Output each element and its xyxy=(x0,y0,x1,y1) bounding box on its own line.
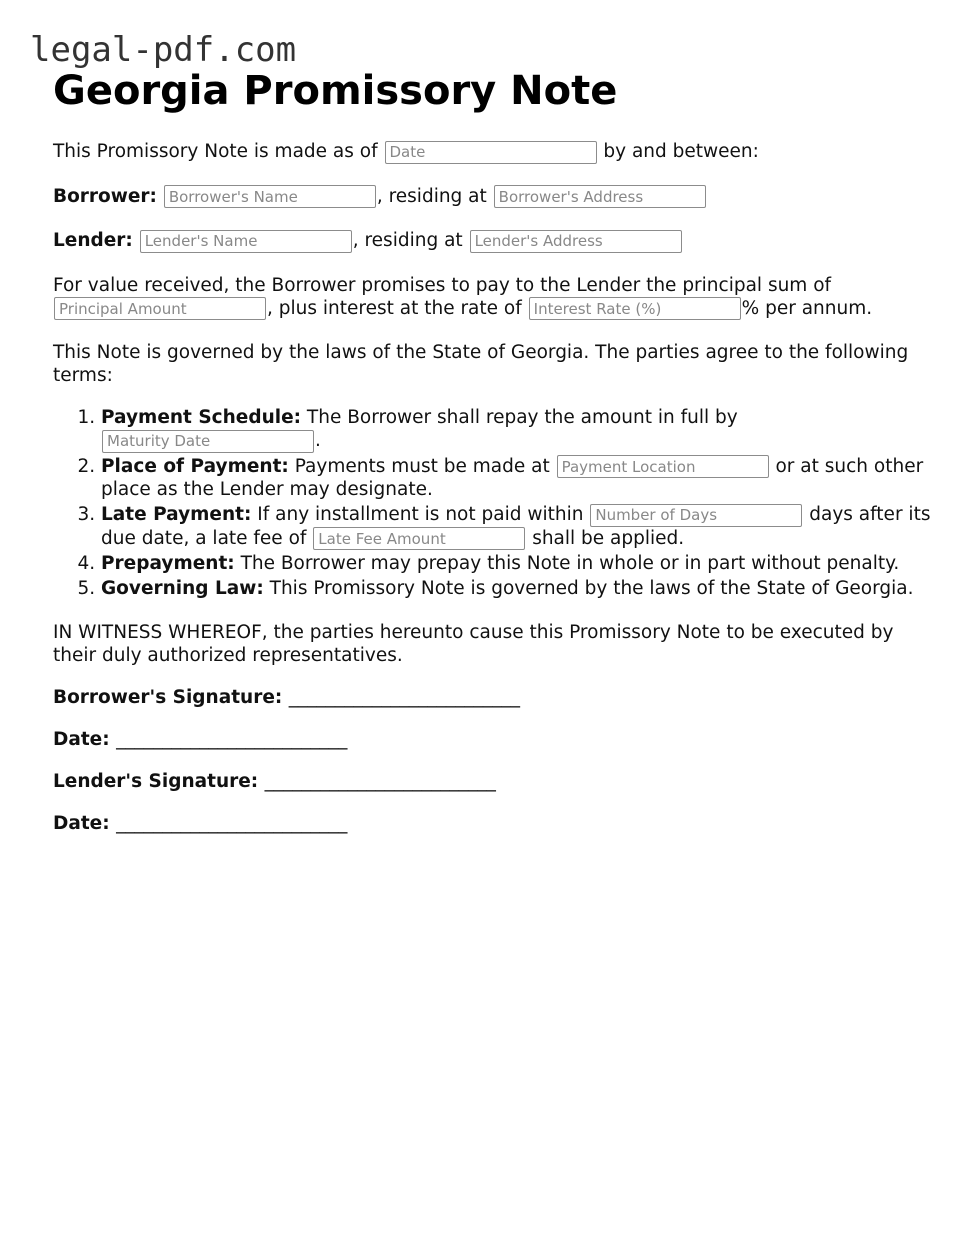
borrower-name-input[interactable] xyxy=(164,185,376,208)
borrower-date-line xyxy=(53,728,933,751)
intro-text-after: by and between: xyxy=(603,141,759,162)
lender-name-input[interactable] xyxy=(140,230,352,253)
page-title: Georgia Promissory Note xyxy=(53,68,618,114)
term-payment-schedule xyxy=(101,406,933,453)
principal-amount-input[interactable] xyxy=(54,297,266,320)
term-text-end: shall be applied. xyxy=(532,527,685,549)
term-text: The Borrower may prepay this Note in whole or in part without penalty. xyxy=(240,553,900,574)
interest-rate-input[interactable] xyxy=(529,297,741,320)
term-text: If any installment is not paid within xyxy=(257,504,584,525)
signature-blank: _________________________ xyxy=(264,771,496,792)
term-text-end: . xyxy=(315,430,321,451)
term-place-of-payment xyxy=(101,455,933,502)
term-governing-law xyxy=(101,577,933,600)
lender-date-line xyxy=(53,812,933,835)
signature-blank: _________________________ xyxy=(116,729,348,750)
term-title: Prepayment: xyxy=(101,553,235,574)
term-late-payment xyxy=(101,503,933,550)
payment-location-input[interactable] xyxy=(557,455,769,478)
late-fee-amount-input[interactable] xyxy=(313,527,525,550)
term-prepayment xyxy=(101,552,933,575)
terms-list xyxy=(53,406,933,600)
maturity-date-input[interactable] xyxy=(102,430,314,453)
borrower-signature-label: Borrower's Signature: xyxy=(53,687,283,708)
lender-signature-label: Lender's Signature: xyxy=(53,771,259,792)
term-text: This Promissory Note is governed by the laws of the State of Georgia. xyxy=(269,578,914,599)
intro-paragraph xyxy=(53,140,933,164)
term-text-end: or at such other place as the Lender may designate. xyxy=(101,455,924,500)
term-title: Governing Law: xyxy=(101,578,264,599)
term-title: Payment Schedule: xyxy=(101,407,302,428)
borrower-label: Borrower: xyxy=(53,185,157,207)
signature-blank: _________________________ xyxy=(288,687,520,708)
lender-paragraph xyxy=(53,229,933,253)
value-paragraph xyxy=(53,274,933,321)
borrower-signature-line xyxy=(53,686,933,709)
term-title: Place of Payment: xyxy=(101,455,289,477)
lender-signature-line xyxy=(53,770,933,793)
term-text-mid: days after its due date, a late fee of xyxy=(101,504,931,549)
lender-label: Lender: xyxy=(53,230,133,251)
date-label: Date: xyxy=(53,813,110,834)
number-of-days-input[interactable] xyxy=(590,504,802,527)
value-text-1: For value received, the Borrower promises to pay to the Lender the principal sum of xyxy=(53,274,832,296)
borrower-residing-text: , residing at xyxy=(376,185,487,207)
watermark-logo: legal-pdf.com xyxy=(30,30,297,70)
witness-paragraph: IN WITNESS WHEREOF, the parties hereunto cause this Promissory Note to be executed by their duly authorized representatives. xyxy=(53,622,894,666)
term-title: Late Payment: xyxy=(101,504,252,525)
term-text: Payments must be made at xyxy=(294,455,550,477)
borrower-paragraph xyxy=(53,185,933,209)
lender-address-input[interactable] xyxy=(470,230,682,253)
document-body xyxy=(53,66,933,835)
date-input[interactable] xyxy=(385,141,597,164)
intro-text-before: This Promissory Note is made as of xyxy=(53,141,378,162)
term-text: The Borrower shall repay the amount in full by xyxy=(306,407,738,428)
date-label: Date: xyxy=(53,729,110,750)
governed-paragraph: This Note is governed by the laws of the State of Georgia. The parties agree to the following terms: xyxy=(53,342,909,386)
lender-residing-text: , residing at xyxy=(352,230,463,251)
value-text-3: % per annum. xyxy=(741,297,873,319)
value-text-2: , plus interest at the rate of xyxy=(267,297,522,319)
signature-blank: _________________________ xyxy=(116,813,348,834)
borrower-address-input[interactable] xyxy=(494,185,706,208)
